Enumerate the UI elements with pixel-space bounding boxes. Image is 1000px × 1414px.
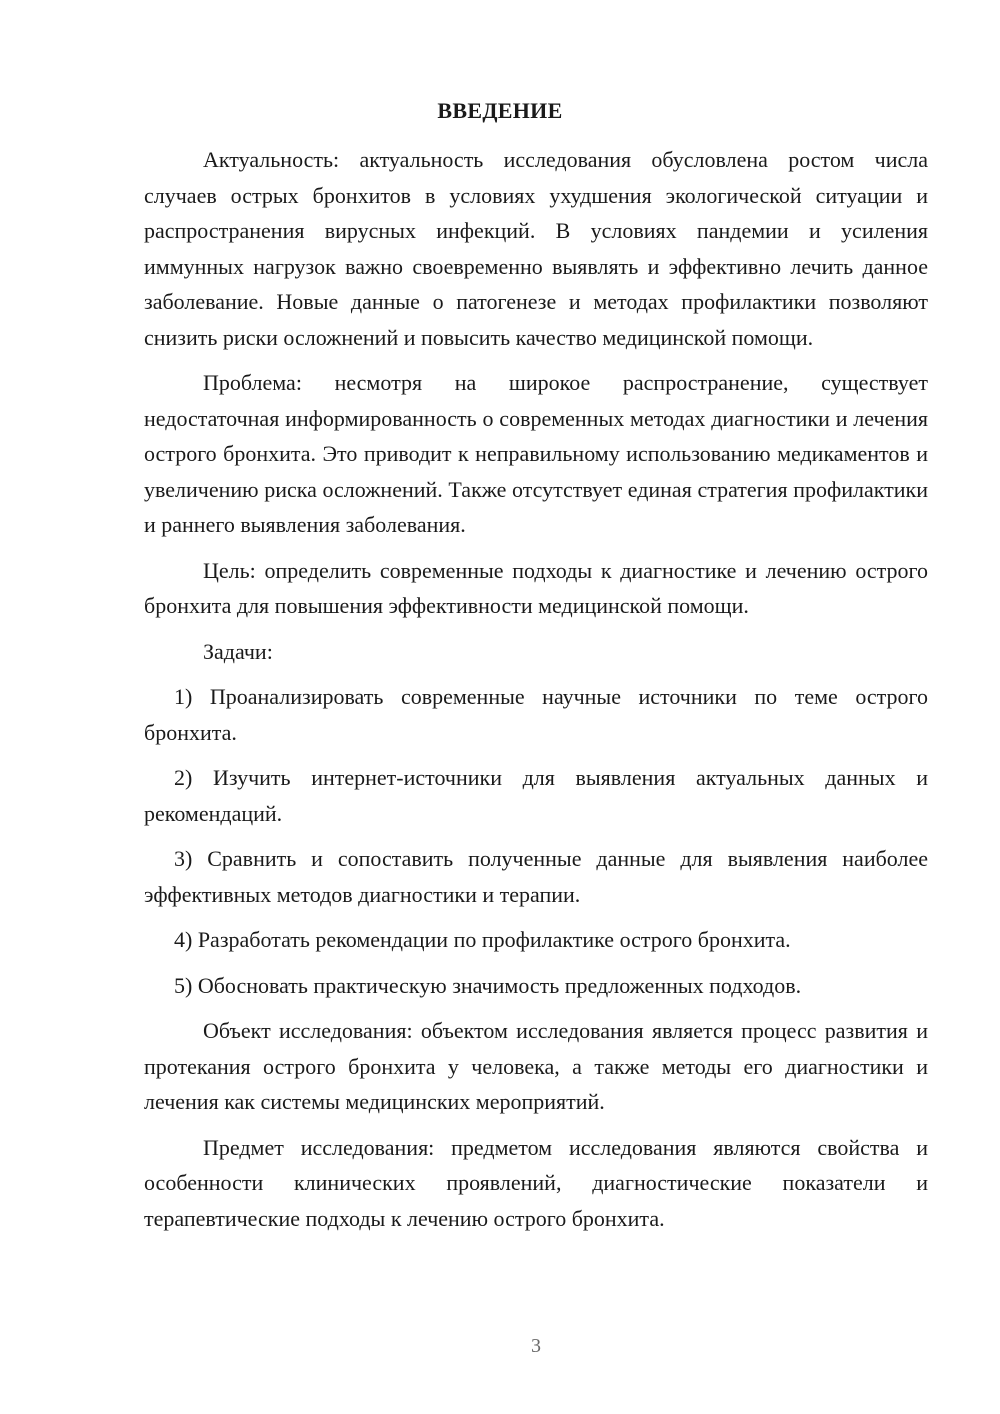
task-item: 2) Изучить интернет-источники для выявления актуальных данных и рекомендаций. xyxy=(144,765,928,826)
relevance-paragraph: Актуальность: актуальность исследования обусловлена ростом числа случаев острых бронхитов в условиях ухудшения экологической ситуации и распространения вирусных инфекций. В условиях пандемии и усиления иммунных нагрузок важно своевременно выявлять и эффективно лечить данное заболевание. Новые данные о патогенезе и методах профилактики позволяют снизить риски осложнений и повысить качество медицинской помощи. xyxy=(144,147,928,350)
task-item: 4) Разработать рекомендации по профилактике острого бронхита. xyxy=(174,927,791,952)
task-item: 1) Проанализировать современные научные источники по теме острого бронхита. xyxy=(144,684,928,745)
subject-paragraph: Предмет исследования: предметом исследования являются свойства и особенности клинических проявлений, диагностические показатели и терапевтические подходы к лечению острого бронхита. xyxy=(144,1134,928,1231)
goal-paragraph: Цель: определить современные подходы к диагностике и лечению острого бронхита для повышения эффективности медицинской помощи. xyxy=(144,557,928,618)
tasks-heading: Задачи: xyxy=(203,638,273,664)
problem-paragraph: Проблема: несмотря на широкое распространение, существует недостаточная информированность о современных методах диагностики и лечения острого бронхита. Это приводит к неправильному использованию медикаментов и увеличению риска осложнений. Также отсутствует единая стратегия профилактики и раннего выявления заболевания. xyxy=(144,370,928,537)
section-title: ВВЕДЕНИЕ xyxy=(437,98,563,123)
object-paragraph: Объект исследования: объектом исследования является процесс развития и протекания острого бронхита у человека, а также методы его диагностики и лечения как системы медицинских мероприятий. xyxy=(144,1018,928,1114)
task-item: 5) Обосновать практическую значимость предложенных подходов. xyxy=(174,972,802,998)
page-number: 3 xyxy=(531,1335,541,1357)
task-item: 3) Сравнить и сопоставить полученные данные для выявления наиболее эффективных методов диагностики и терапии. xyxy=(144,846,928,907)
document-body xyxy=(144,142,928,1236)
